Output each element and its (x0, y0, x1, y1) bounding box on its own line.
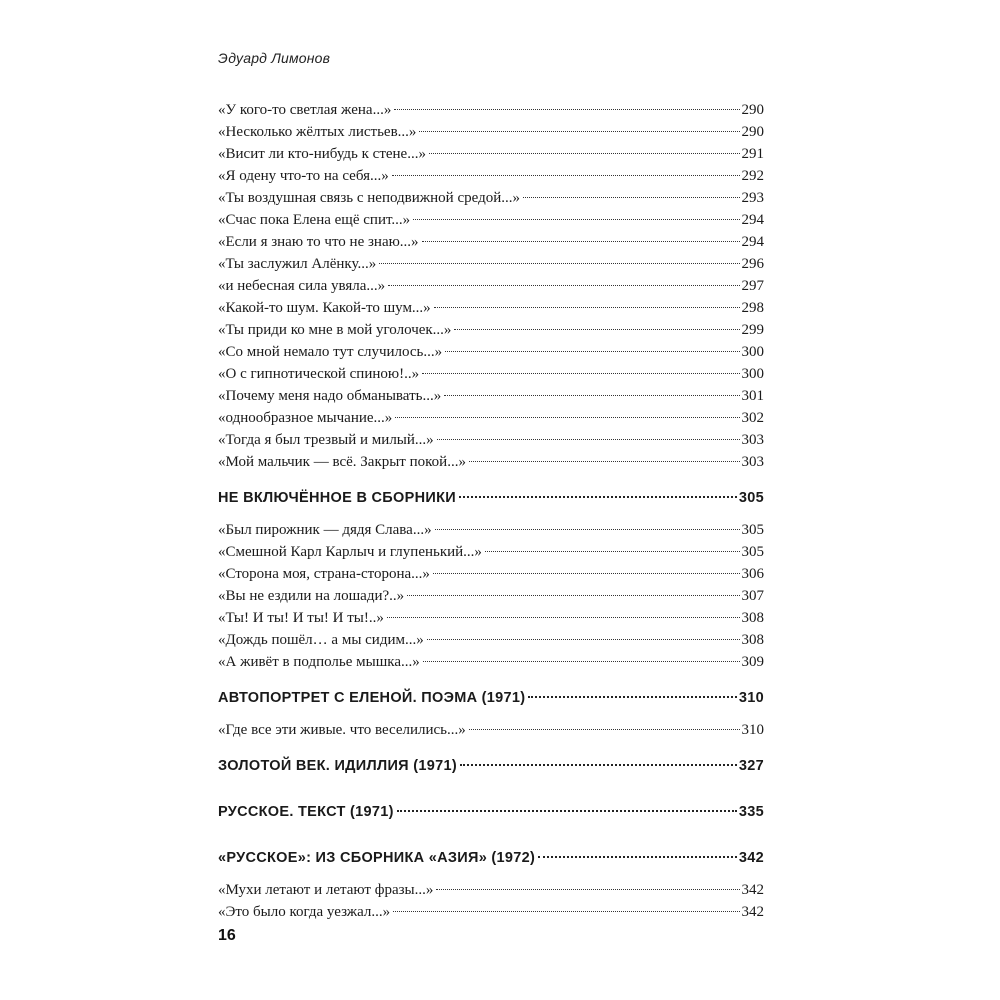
dot-leader (454, 329, 739, 330)
dot-leader (469, 729, 740, 730)
toc-section-page: 342 (738, 850, 764, 866)
toc-entry[interactable] (218, 629, 764, 651)
toc-entry-page: 308 (741, 632, 764, 648)
toc-entry-title: «Мухи летают и летают фразы...» (218, 882, 434, 898)
toc-entry-page: 307 (741, 588, 764, 604)
toc-section-title: ЗОЛОТОЙ ВЕК. ИДИЛЛИЯ (1971) (218, 758, 457, 774)
dot-leader (413, 219, 739, 220)
toc-entry-title: «Ты приди ко мне в мой уголочек...» (218, 322, 452, 338)
toc-entry-title: «Ты заслужил Алёнку...» (218, 256, 377, 272)
toc-entry-title: «Сторона моя, страна-сторона...» (218, 566, 430, 582)
toc-entry-page: 298 (741, 300, 764, 316)
toc-entry-page: 308 (741, 610, 764, 626)
toc-entry-page: 293 (741, 190, 764, 206)
toc-entry[interactable] (218, 719, 764, 741)
toc-entry-page: 296 (741, 256, 764, 272)
toc-entry-page: 310 (741, 722, 764, 738)
dot-leader (388, 285, 739, 286)
toc-entry[interactable] (218, 451, 764, 473)
dot-leader (422, 241, 740, 242)
toc-entry-title: «О с гипнотической спиною!..» (218, 366, 420, 382)
dot-leader (407, 595, 739, 596)
dot-leader (460, 764, 737, 766)
dot-leader (433, 573, 740, 574)
toc-entry[interactable] (218, 429, 764, 451)
dot-leader (434, 307, 740, 308)
page-number: 16 (218, 927, 236, 944)
dot-leader (419, 131, 739, 132)
toc-entry-title: «Это было когда уезжал...» (218, 904, 391, 920)
dot-leader (485, 551, 740, 552)
toc-entry[interactable] (218, 121, 764, 143)
toc-entry[interactable] (218, 607, 764, 629)
toc-entry[interactable] (218, 209, 764, 231)
toc-entry[interactable] (218, 143, 764, 165)
toc-section-heading[interactable] (218, 686, 764, 710)
table-of-contents (218, 99, 764, 923)
toc-entry-page: 292 (741, 168, 764, 184)
toc-entry-title: «Ты! И ты! И ты! И ты!..» (218, 610, 384, 626)
toc-entry[interactable] (218, 99, 764, 121)
dot-leader (392, 175, 740, 176)
toc-entry[interactable] (218, 231, 764, 253)
toc-entry-page: 342 (741, 882, 764, 898)
toc-entry[interactable] (218, 651, 764, 673)
dot-leader (538, 856, 737, 858)
toc-entry-page: 290 (741, 102, 764, 118)
dot-leader (523, 197, 740, 198)
dot-leader (459, 496, 737, 498)
toc-entry-title: «Вы не ездили на лошади?..» (218, 588, 405, 604)
toc-entry-title: «Был пирожник — дядя Слава...» (218, 522, 432, 538)
dot-leader (436, 889, 739, 890)
toc-entry-title: «У кого-то светлая жена...» (218, 102, 392, 118)
toc-entry-title: «Мой мальчик — всё. Закрыт покой...» (218, 454, 466, 470)
toc-entry[interactable] (218, 319, 764, 341)
toc-entry-page: 305 (741, 544, 764, 560)
toc-entry-title: «Какой-то шум. Какой-то шум...» (218, 300, 431, 316)
dot-leader (427, 639, 740, 640)
toc-section-title: НЕ ВКЛЮЧЁННОЕ В СБОРНИКИ (218, 490, 456, 506)
dot-leader (528, 696, 737, 698)
dot-leader (423, 661, 740, 662)
toc-entry-title: «Тогда я был трезвый и милый...» (218, 432, 434, 448)
dot-leader (387, 617, 740, 618)
dot-leader (395, 417, 739, 418)
toc-section-heading[interactable] (218, 846, 764, 870)
toc-entry-title: «Я одену что-то на себя...» (218, 168, 389, 184)
toc-section-heading[interactable] (218, 754, 764, 778)
toc-entry[interactable] (218, 385, 764, 407)
dot-leader (437, 439, 740, 440)
toc-entry-page: 303 (741, 454, 764, 470)
dot-leader (379, 263, 739, 264)
toc-entry-page: 305 (741, 522, 764, 538)
toc-entry-page: 302 (741, 410, 764, 426)
toc-entry-page: 301 (741, 388, 764, 404)
toc-entry[interactable] (218, 165, 764, 187)
toc-entry-title: «Смешной Карл Карлыч и глупенький...» (218, 544, 482, 560)
toc-section-title: РУССКОЕ. ТЕКСТ (1971) (218, 804, 394, 820)
toc-entry[interactable] (218, 363, 764, 385)
toc-section-heading[interactable] (218, 486, 764, 510)
toc-entry[interactable] (218, 187, 764, 209)
toc-entry[interactable] (218, 901, 764, 923)
toc-entry-page: 290 (741, 124, 764, 140)
toc-entry-title: «Дождь пошёл… а мы сидим...» (218, 632, 424, 648)
dot-leader (444, 395, 739, 396)
dot-leader (429, 153, 740, 154)
dot-leader (393, 911, 739, 912)
dot-leader (422, 373, 739, 374)
running-header: Эдуард Лимонов (218, 50, 331, 66)
toc-section-page: 310 (738, 690, 764, 706)
toc-entry[interactable] (218, 297, 764, 319)
toc-section-page: 335 (738, 804, 764, 820)
toc-entry[interactable] (218, 407, 764, 429)
toc-entry-page: 342 (741, 904, 764, 920)
toc-entry-title: «Счас пока Елена ещё спит...» (218, 212, 411, 228)
dot-leader (394, 109, 739, 110)
dot-leader (469, 461, 740, 462)
toc-entry-title: «Висит ли кто-нибудь к стене...» (218, 146, 426, 162)
toc-section-page: 305 (738, 490, 764, 506)
toc-entry[interactable] (218, 541, 764, 563)
toc-entry-page: 300 (741, 366, 764, 382)
toc-entry-title: «Почему меня надо обманывать...» (218, 388, 442, 404)
toc-section-title: АВТОПОРТРЕТ С ЕЛЕНОЙ. ПОЭМА (1971) (218, 690, 526, 706)
toc-entry-title: «Со мной немало тут случилось...» (218, 344, 443, 360)
dot-leader (435, 529, 740, 530)
toc-entry[interactable] (218, 341, 764, 363)
toc-entry-title: «однообразное мычание...» (218, 410, 393, 426)
toc-entry[interactable] (218, 585, 764, 607)
toc-section-heading[interactable] (218, 800, 764, 824)
toc-entry-page: 294 (741, 234, 764, 250)
toc-entry[interactable] (218, 275, 764, 297)
toc-entry-title: «А живёт в подполье мышка...» (218, 654, 420, 670)
toc-entry[interactable] (218, 519, 764, 541)
toc-entry-page: 309 (741, 654, 764, 670)
toc-entry-page: 297 (741, 278, 764, 294)
toc-section-title: «РУССКОЕ»: ИЗ СБОРНИКА «АЗИЯ» (1972) (218, 850, 536, 866)
toc-entry-title: «Несколько жёлтых листьев...» (218, 124, 417, 140)
dot-leader (397, 810, 737, 812)
toc-entry-title: «и небесная сила увяла...» (218, 278, 386, 294)
toc-entry-page: 306 (741, 566, 764, 582)
toc-entry[interactable] (218, 563, 764, 585)
toc-section-page: 327 (738, 758, 764, 774)
dot-leader (445, 351, 739, 352)
toc-entry-title: «Ты воздушная связь с неподвижной средой...» (218, 190, 520, 206)
toc-entry[interactable] (218, 879, 764, 901)
toc-entry[interactable] (218, 253, 764, 275)
toc-entry-page: 294 (741, 212, 764, 228)
toc-entry-title: «Где все эти живые. что веселились...» (218, 722, 466, 738)
toc-entry-page: 303 (741, 432, 764, 448)
toc-entry-page: 300 (741, 344, 764, 360)
toc-entry-page: 291 (741, 146, 764, 162)
toc-entry-page: 299 (741, 322, 764, 338)
toc-entry-title: «Если я знаю то что не знаю...» (218, 234, 419, 250)
